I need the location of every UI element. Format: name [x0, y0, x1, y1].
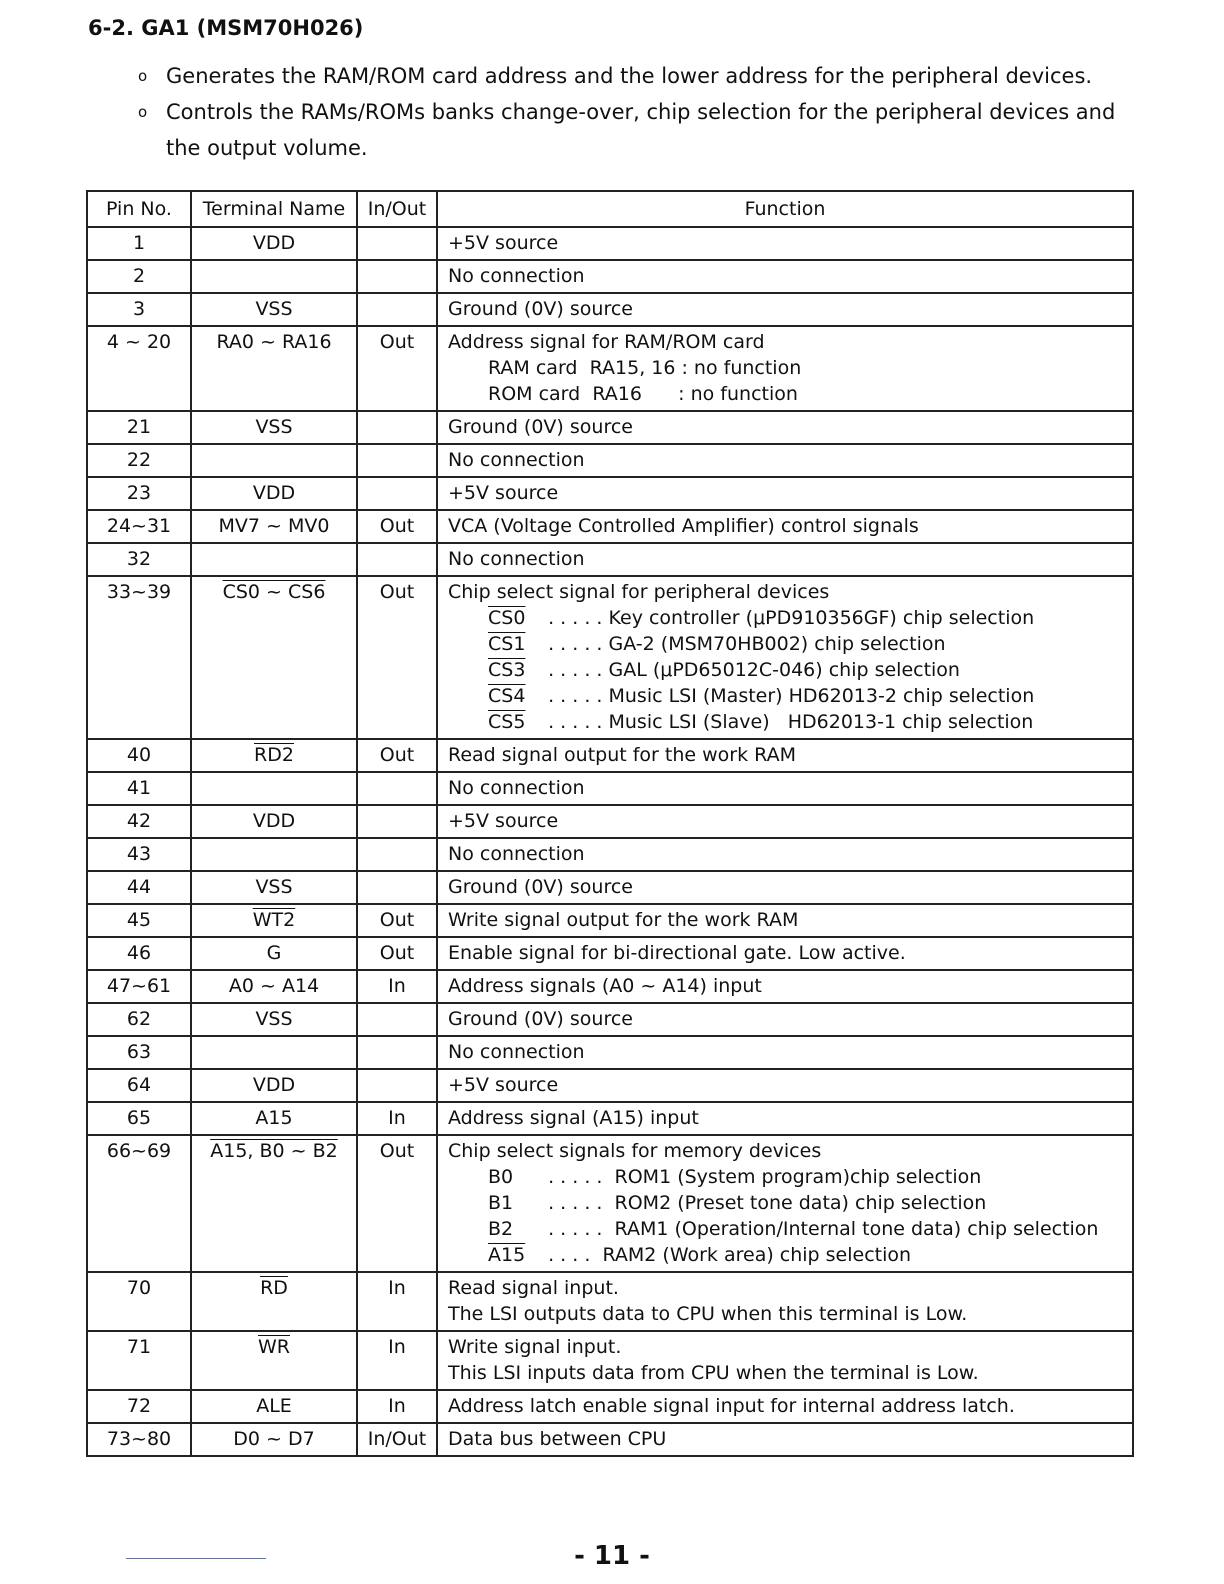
table-row	[87, 293, 1133, 326]
pin-no-cell-text: 21	[126, 416, 152, 438]
in-out-cell	[357, 1272, 437, 1331]
in-out-cell	[357, 1390, 437, 1423]
in-out-cell	[357, 576, 437, 739]
pin-no-cell-text: 71	[126, 1336, 152, 1358]
function-detail-line	[448, 1242, 1124, 1268]
header-function: Function	[437, 191, 1133, 227]
table-row	[87, 227, 1133, 260]
pin-no-cell	[87, 970, 191, 1003]
pin-no-cell	[87, 1135, 191, 1272]
detail-code: CS5	[488, 711, 526, 733]
in-out-cell	[357, 227, 437, 260]
terminal-name-cell	[191, 293, 357, 326]
detail-code: CS3	[488, 659, 526, 681]
terminal-name-cell-text: VSS	[255, 876, 293, 898]
terminal-name-cell-text: A15, B0 ~ B2	[210, 1140, 338, 1162]
bullet-item	[138, 58, 1148, 94]
pin-no-cell	[87, 1331, 191, 1390]
in-out-cell-text: In/Out	[367, 1428, 427, 1450]
function-detail-line	[448, 683, 1124, 709]
function-cell-text: Read signal input.	[448, 1277, 619, 1299]
in-out-cell	[357, 970, 437, 1003]
table-row	[87, 937, 1133, 970]
terminal-name-cell-text: VDD	[252, 482, 296, 504]
pin-no-cell-text: 32	[126, 548, 152, 570]
function-detail-line	[448, 709, 1124, 735]
pin-no-cell	[87, 805, 191, 838]
function-cell-text: Address signal for RAM/ROM card	[448, 331, 765, 353]
function-cell	[437, 510, 1133, 543]
function-cell	[437, 1102, 1133, 1135]
function-cell-text: No connection	[448, 548, 585, 570]
detail-text: . . . . . Key controller (μPD910356GF) chip selection	[548, 607, 1035, 629]
terminal-name-cell	[191, 1272, 357, 1331]
terminal-name-cell-text: VDD	[252, 810, 296, 832]
detail-code: RAM card	[488, 357, 578, 379]
in-out-cell-text: Out	[379, 744, 415, 766]
pin-no-cell-text: 4 ~ 20	[106, 331, 172, 353]
in-out-cell-text: Out	[379, 909, 415, 931]
terminal-name-cell	[191, 772, 357, 805]
pin-no-cell	[87, 904, 191, 937]
function-cell-text: Address signals (A0 ~ A14) input	[448, 975, 762, 997]
table-row	[87, 1003, 1133, 1036]
function-cell-text: Write signal output for the work RAM	[448, 909, 799, 931]
table-header-row	[87, 191, 1133, 227]
function-cell-text: +5V source	[448, 482, 559, 504]
function-cell-text: Chip select signals for memory devices	[448, 1140, 822, 1162]
in-out-cell-text: Out	[379, 942, 415, 964]
table-row	[87, 1102, 1133, 1135]
in-out-cell	[357, 1003, 437, 1036]
function-cell	[437, 227, 1133, 260]
terminal-name-cell-text: G	[266, 942, 282, 964]
in-out-cell-text: Out	[379, 581, 415, 603]
function-cell	[437, 411, 1133, 444]
terminal-name-cell	[191, 805, 357, 838]
table-row	[87, 510, 1133, 543]
function-cell	[437, 260, 1133, 293]
terminal-name-cell-text: A15	[255, 1107, 293, 1129]
in-out-cell-text: In	[388, 1336, 406, 1358]
terminal-name-cell	[191, 1135, 357, 1272]
pin-no-cell	[87, 477, 191, 510]
function-cell	[437, 871, 1133, 904]
function-cell-text: Chip select signal for peripheral devices	[448, 581, 830, 603]
terminal-name-cell	[191, 1423, 357, 1456]
function-cell	[437, 772, 1133, 805]
pin-no-cell	[87, 1003, 191, 1036]
terminal-name-cell-text: $\overline{WR}$	[258, 1336, 290, 1358]
table-row	[87, 1272, 1133, 1331]
in-out-cell	[357, 444, 437, 477]
pin-no-cell-text: 41	[126, 777, 152, 799]
function-cell	[437, 1423, 1133, 1456]
terminal-name-cell	[191, 411, 357, 444]
terminal-name-cell	[191, 477, 357, 510]
table-row	[87, 1390, 1133, 1423]
pin-no-cell-text: 33~39	[106, 581, 172, 603]
in-out-cell	[357, 1331, 437, 1390]
function-cell	[437, 970, 1133, 1003]
in-out-cell-text: Out	[379, 515, 415, 537]
in-out-cell	[357, 510, 437, 543]
detail-text: . . . . . Music LSI (Master) HD62013-2 chip selection	[548, 685, 1035, 707]
in-out-cell-text: Out	[379, 1140, 415, 1162]
detail-code: B1	[488, 1192, 514, 1214]
detail-text: . . . . RAM2 (Work area) chip selection	[548, 1244, 912, 1266]
table-row	[87, 477, 1133, 510]
function-cell-text: +5V source	[448, 1074, 559, 1096]
pin-no-cell-text: 64	[126, 1074, 152, 1096]
function-cell-text: Ground (0V) source	[448, 298, 633, 320]
detail-text: . . . . . ROM1 (System program)chip selection	[548, 1166, 982, 1188]
table-row	[87, 871, 1133, 904]
in-out-cell	[357, 1135, 437, 1272]
function-detail-line	[448, 631, 1124, 657]
terminal-name-cell	[191, 510, 357, 543]
function-detail-line	[448, 1360, 1124, 1386]
terminal-name-cell-text: MV7 ~ MV0	[218, 515, 330, 537]
header-pin-no: Pin No.	[87, 191, 191, 227]
terminal-name-cell-text: VSS	[255, 416, 293, 438]
function-cell-text: +5V source	[448, 232, 559, 254]
page-number: - 11 -	[574, 1541, 650, 1571]
pin-no-cell	[87, 227, 191, 260]
function-detail-line	[448, 381, 1124, 407]
pin-no-cell-text: 2	[132, 265, 146, 287]
terminal-name-cell-text: $\overline{RD}$	[260, 1277, 288, 1299]
pin-no-cell	[87, 326, 191, 411]
in-out-cell	[357, 805, 437, 838]
pin-no-cell-text: 63	[126, 1041, 152, 1063]
in-out-cell-text: In	[388, 1277, 406, 1299]
terminal-name-cell-text: VSS	[255, 1008, 293, 1030]
function-cell	[437, 937, 1133, 970]
in-out-cell-text: In	[388, 1107, 406, 1129]
function-cell	[437, 1135, 1133, 1272]
pin-no-cell	[87, 1423, 191, 1456]
table-row	[87, 772, 1133, 805]
pin-no-cell	[87, 293, 191, 326]
detail-text: This LSI inputs data from CPU when the terminal is Low.	[448, 1362, 979, 1384]
terminal-name-cell	[191, 937, 357, 970]
pin-function-table	[86, 190, 1134, 1457]
terminal-name-cell	[191, 227, 357, 260]
table-row	[87, 838, 1133, 871]
detail-text: The LSI outputs data to CPU when this terminal is Low.	[448, 1303, 968, 1325]
in-out-cell-text: In	[388, 975, 406, 997]
pin-no-cell-text: 47~61	[106, 975, 172, 997]
terminal-name-cell	[191, 543, 357, 576]
header-terminal-name: Terminal Name	[191, 191, 357, 227]
function-cell-text: No connection	[448, 843, 585, 865]
pin-no-cell	[87, 1036, 191, 1069]
in-out-cell	[357, 838, 437, 871]
bullet-text: Generates the RAM/ROM card address and the lower address for the peripheral devices.	[166, 64, 1093, 88]
bullet-item	[138, 94, 1148, 166]
bullet-marker: o	[138, 67, 148, 85]
detail-text: . . . . . GAL (μPD65012C-046) chip selection	[548, 659, 960, 681]
in-out-cell-text: In	[388, 1395, 406, 1417]
terminal-name-cell	[191, 576, 357, 739]
pin-no-cell-text: 73~80	[106, 1428, 172, 1450]
terminal-name-cell-text: CS0 ~ CS6	[222, 581, 326, 603]
function-detail-line	[448, 355, 1124, 381]
terminal-name-cell-text: ALE	[256, 1395, 292, 1417]
table-row	[87, 444, 1133, 477]
terminal-name-cell-text: RD2	[254, 744, 294, 766]
table-row	[87, 1331, 1133, 1390]
in-out-cell	[357, 1102, 437, 1135]
table-row	[87, 970, 1133, 1003]
terminal-name-cell-text: RA0 ~ RA16	[216, 331, 332, 353]
in-out-cell	[357, 1423, 437, 1456]
in-out-cell	[357, 411, 437, 444]
table-row	[87, 326, 1133, 411]
pin-no-cell-text: 1	[132, 232, 146, 254]
terminal-name-cell-text: VSS	[255, 298, 293, 320]
pin-no-cell	[87, 739, 191, 772]
in-out-cell	[357, 543, 437, 576]
pin-no-cell	[87, 543, 191, 576]
pin-no-cell-text: 43	[126, 843, 152, 865]
in-out-cell	[357, 739, 437, 772]
detail-code: CS4	[488, 685, 526, 707]
in-out-cell	[357, 293, 437, 326]
function-detail-line	[448, 1190, 1124, 1216]
table-row	[87, 904, 1133, 937]
function-cell-text: Data bus between CPU	[448, 1428, 667, 1450]
function-cell	[437, 1036, 1133, 1069]
function-cell-text: Read signal output for the work RAM	[448, 744, 796, 766]
detail-text: RA16 : no function	[592, 383, 798, 405]
detail-code: A15	[488, 1244, 526, 1266]
detail-text: RA15, 16 : no function	[589, 357, 802, 379]
function-detail-line	[448, 1164, 1124, 1190]
function-cell-text: No connection	[448, 1041, 585, 1063]
terminal-name-cell	[191, 970, 357, 1003]
table-row	[87, 543, 1133, 576]
function-cell	[437, 444, 1133, 477]
pin-no-cell	[87, 1390, 191, 1423]
table-row	[87, 1069, 1133, 1102]
pin-no-cell	[87, 260, 191, 293]
terminal-name-cell	[191, 1102, 357, 1135]
table-row	[87, 260, 1133, 293]
bullet-marker: o	[138, 103, 148, 121]
terminal-name-cell	[191, 1390, 357, 1423]
detail-code: CS0	[488, 607, 526, 629]
detail-text: . . . . . RAM1 (Operation/Internal tone data) chip selection	[548, 1218, 1099, 1240]
pin-no-cell-text: 3	[132, 298, 146, 320]
function-cell	[437, 576, 1133, 739]
function-cell-text: No connection	[448, 777, 585, 799]
function-cell	[437, 1003, 1133, 1036]
table-row	[87, 411, 1133, 444]
pin-no-cell	[87, 772, 191, 805]
in-out-cell	[357, 937, 437, 970]
pin-no-cell-text: 45	[126, 909, 152, 931]
pin-no-cell-text: 70	[126, 1277, 152, 1299]
function-cell-text: Ground (0V) source	[448, 416, 633, 438]
function-cell	[437, 477, 1133, 510]
function-cell-text: Address signal (A15) input	[448, 1107, 699, 1129]
function-cell	[437, 1390, 1133, 1423]
pin-no-cell-text: 40	[126, 744, 152, 766]
terminal-name-cell-text: WT2	[252, 909, 296, 931]
in-out-cell	[357, 1069, 437, 1102]
pin-no-cell	[87, 1272, 191, 1331]
in-out-cell	[357, 477, 437, 510]
function-cell-text: +5V source	[448, 810, 559, 832]
table-row	[87, 1135, 1133, 1272]
detail-code: B0	[488, 1166, 514, 1188]
pin-no-cell-text: 24~31	[106, 515, 172, 537]
bullet-text: Controls the RAMs/ROMs banks change-over, chip selection for the peripheral devices and the output volume.	[166, 100, 1116, 160]
detail-text: . . . . . ROM2 (Preset tone data) chip selection	[548, 1192, 987, 1214]
pin-no-cell-text: 23	[126, 482, 152, 504]
pin-no-cell-text: 22	[126, 449, 152, 471]
function-cell	[437, 1272, 1133, 1331]
in-out-cell-text: Out	[379, 331, 415, 353]
table-body	[87, 227, 1133, 1456]
pin-no-cell-text: 44	[126, 876, 152, 898]
terminal-name-cell-text: VDD	[252, 232, 296, 254]
terminal-name-cell-text: A0 ~ A14	[228, 975, 320, 997]
in-out-cell	[357, 1036, 437, 1069]
detail-code: ROM card	[488, 383, 581, 405]
pin-no-cell-text: 46	[126, 942, 152, 964]
pin-no-cell	[87, 411, 191, 444]
function-cell-text: No connection	[448, 449, 585, 471]
pin-no-cell	[87, 871, 191, 904]
pin-no-cell	[87, 444, 191, 477]
in-out-cell	[357, 260, 437, 293]
function-detail-line	[448, 657, 1124, 683]
pin-no-cell-text: 65	[126, 1107, 152, 1129]
table-row	[87, 805, 1133, 838]
in-out-cell	[357, 871, 437, 904]
detail-text: . . . . . Music LSI (Slave) HD62013-1 chip selection	[548, 711, 1034, 733]
in-out-cell	[357, 326, 437, 411]
pin-no-cell-text: 42	[126, 810, 152, 832]
pin-no-cell	[87, 1069, 191, 1102]
function-detail-line	[448, 605, 1124, 631]
function-cell-text: Write signal input.	[448, 1336, 622, 1358]
terminal-name-cell	[191, 1036, 357, 1069]
function-cell	[437, 293, 1133, 326]
terminal-name-cell	[191, 838, 357, 871]
terminal-name-cell	[191, 1331, 357, 1390]
function-cell	[437, 326, 1133, 411]
function-cell-text: Ground (0V) source	[448, 876, 633, 898]
bullet-list	[138, 58, 1148, 166]
terminal-name-cell	[191, 260, 357, 293]
function-cell	[437, 739, 1133, 772]
detail-code: CS1	[488, 633, 526, 655]
terminal-name-cell	[191, 326, 357, 411]
function-cell	[437, 1331, 1133, 1390]
terminal-name-cell-text: VDD	[252, 1074, 296, 1096]
function-cell	[437, 805, 1133, 838]
table-row	[87, 1423, 1133, 1456]
pin-no-cell-text: 62	[126, 1008, 152, 1030]
table-row	[87, 739, 1133, 772]
function-cell	[437, 1069, 1133, 1102]
terminal-name-cell	[191, 1069, 357, 1102]
terminal-name-cell	[191, 871, 357, 904]
function-detail-line	[448, 1216, 1124, 1242]
in-out-cell	[357, 772, 437, 805]
function-cell-text: Enable signal for bi-directional gate. Low active.	[448, 942, 906, 964]
function-cell-text: VCA (Voltage Controlled Amplifier) control signals	[448, 515, 919, 537]
header-in-out: In/Out	[357, 191, 437, 227]
function-detail-line	[448, 1301, 1124, 1327]
terminal-name-cell	[191, 1003, 357, 1036]
terminal-name-cell	[191, 739, 357, 772]
function-cell-text: No connection	[448, 265, 585, 287]
pin-no-cell	[87, 510, 191, 543]
function-cell-text: Ground (0V) source	[448, 1008, 633, 1030]
terminal-name-cell	[191, 444, 357, 477]
pin-no-cell	[87, 576, 191, 739]
pin-no-cell	[87, 838, 191, 871]
function-cell	[437, 543, 1133, 576]
table-row	[87, 576, 1133, 739]
table-row	[87, 1036, 1133, 1069]
detail-text: . . . . . GA-2 (MSM70HB002) chip selection	[548, 633, 946, 655]
pin-no-cell	[87, 1102, 191, 1135]
function-cell-text: Address latch enable signal input for internal address latch.	[448, 1395, 1015, 1417]
in-out-cell	[357, 904, 437, 937]
pin-no-cell-text: 72	[126, 1395, 152, 1417]
detail-code: B2	[488, 1218, 514, 1240]
terminal-name-cell-text: D0 ~ D7	[233, 1428, 315, 1450]
section-heading: 6-2. GA1 (MSM70H026)	[88, 16, 364, 40]
pin-no-cell-text: 66~69	[106, 1140, 172, 1162]
terminal-name-cell	[191, 904, 357, 937]
function-cell	[437, 838, 1133, 871]
function-cell	[437, 904, 1133, 937]
pin-no-cell	[87, 937, 191, 970]
